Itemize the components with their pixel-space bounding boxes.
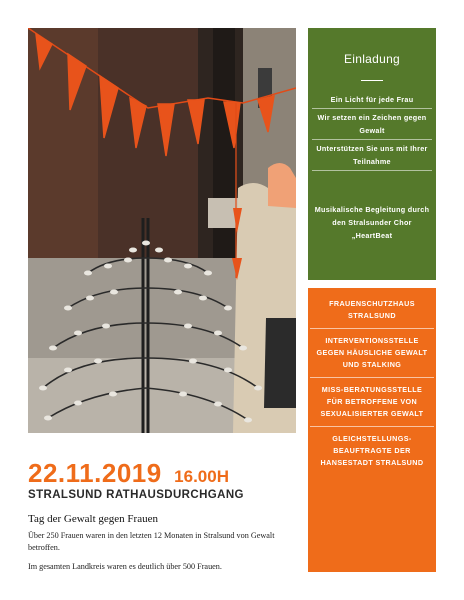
invitation-line-3: Unterstützen Sie uns mit Ihrer Teilnahme	[316, 144, 428, 166]
candle-stand-photo	[28, 28, 296, 433]
organization-1: FRAUENSCHUTZHAUS STRALSUND	[329, 299, 415, 320]
divider	[310, 377, 434, 378]
invitation-line-1: Ein Licht für jede Frau	[330, 95, 414, 104]
event-venue: STRALSUND RATHAUSDURCHGANG	[28, 489, 244, 501]
event-description	[28, 530, 300, 581]
organization-2: INTERVENTIONSSTELLE GEGEN HÄUSLICHE GEWALT UND STALKING	[316, 336, 428, 369]
photo-illustration	[28, 28, 296, 433]
event-subtitle: Tag der Gewalt gegen Frauen	[28, 513, 158, 525]
invitation-line-4: Musikalische Begleitung durch den Stralsunder Chor „HeartBeat	[314, 205, 430, 240]
organizations-panel	[308, 288, 436, 572]
invitation-line-2: Wir setzen ein Zeichen gegen Gewalt	[317, 113, 427, 135]
divider	[310, 426, 434, 427]
divider	[312, 139, 432, 140]
divider	[312, 170, 432, 171]
event-time: 16.00H	[174, 467, 229, 486]
invitation-panel	[308, 28, 436, 280]
event-datetime	[28, 458, 229, 489]
description-paragraph-1: Über 250 Frauen waren in den letzten 12 Monaten in Stralsund von Gewalt betroffen.	[28, 531, 275, 552]
divider	[312, 108, 432, 109]
event-date: 22.11.2019	[28, 458, 162, 488]
invitation-title: Einladung	[343, 52, 401, 66]
organization-4: GLEICHSTELLUNGS-BEAUFTRAGTE DER HANSESTADT STRALSUND	[320, 434, 424, 467]
title-rule	[361, 80, 383, 81]
organization-3: MISS-BERATUNGSSTELLE FÜR BETROFFENE VON SEXUALISIERTER GEWALT	[320, 385, 424, 418]
description-paragraph-2: Im gesamten Landkreis waren es deutlich über 500 Frauen.	[28, 562, 222, 571]
divider	[310, 328, 434, 329]
